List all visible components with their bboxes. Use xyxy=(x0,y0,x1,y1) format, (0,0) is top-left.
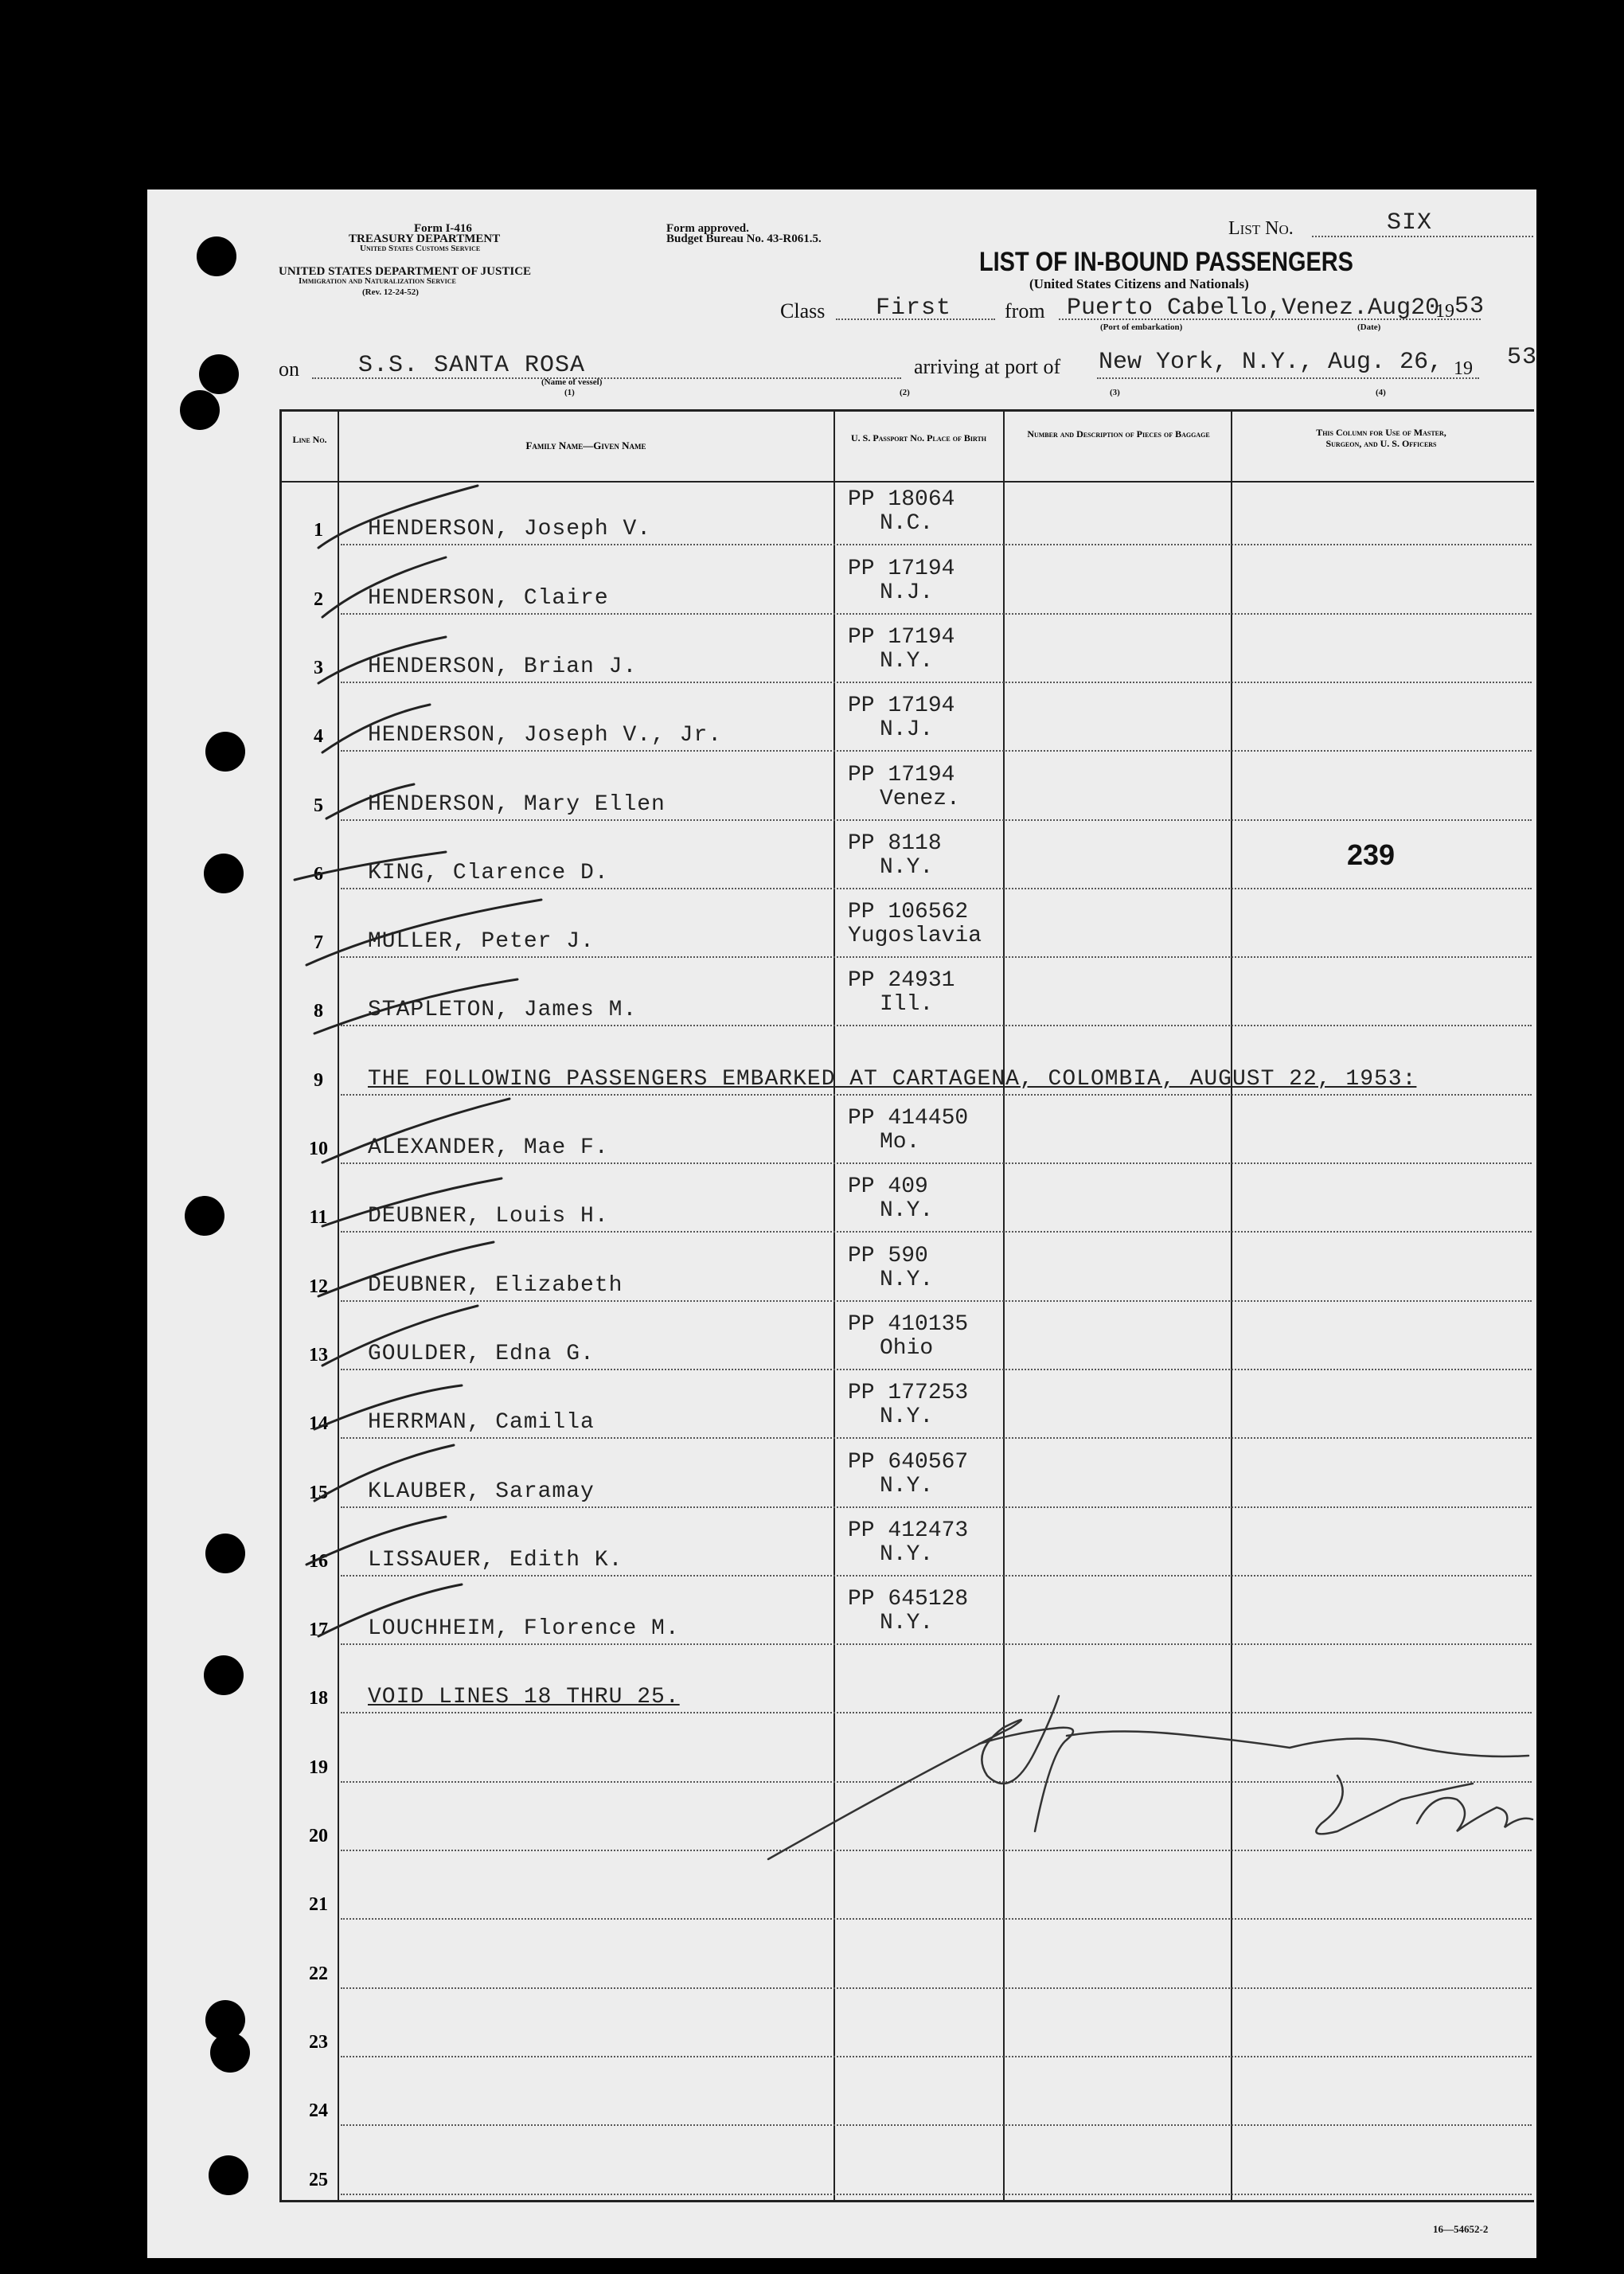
passenger-name: HENDERSON, Mary Ellen xyxy=(368,791,666,817)
place-of-birth: N.J. xyxy=(880,580,934,605)
line-number: 14 xyxy=(309,1413,328,1435)
row-rule xyxy=(341,613,1532,615)
punch-hole xyxy=(205,732,245,772)
line-number: 12 xyxy=(309,1276,328,1297)
line-number: 5 xyxy=(314,795,323,816)
passport-number: PP 409 xyxy=(848,1174,928,1200)
passport-number: PP 24931 xyxy=(848,968,955,994)
arrival-value: New York, N.Y., Aug. 26, xyxy=(1099,349,1443,376)
passport-number: PP 17194 xyxy=(848,556,955,581)
line-number: 19 xyxy=(309,1756,328,1778)
row-rule xyxy=(341,2124,1532,2126)
row-rule xyxy=(341,1231,1532,1233)
row-rule xyxy=(341,1712,1532,1713)
place-of-birth: N.Y. xyxy=(880,1541,934,1567)
line-number: 8 xyxy=(314,1001,323,1022)
row-rule xyxy=(341,819,1532,821)
row-rule xyxy=(341,1369,1532,1370)
on-label: on xyxy=(279,358,299,381)
punch-hole xyxy=(197,236,236,276)
form-number: Form I-416 xyxy=(414,222,472,235)
line-number: 25 xyxy=(309,2169,328,2190)
line-number: 7 xyxy=(314,932,323,954)
row-rule xyxy=(341,1025,1532,1026)
row-rule xyxy=(341,1162,1532,1164)
place-of-birth: N.Y. xyxy=(880,1473,934,1498)
punch-hole xyxy=(204,854,244,893)
doj-title: UNITED STATES DEPARTMENT OF JUSTICE xyxy=(279,265,532,278)
place-of-birth: Venez. xyxy=(880,786,960,811)
line-number: 11 xyxy=(309,1207,328,1229)
row-rule xyxy=(341,1437,1532,1439)
row-rule xyxy=(341,2194,1532,2195)
place-of-birth: Ill. xyxy=(880,992,934,1018)
row-rule xyxy=(341,750,1532,752)
document-subtitle: (United States Citizens and Nationals) xyxy=(1029,276,1249,291)
row-rule xyxy=(341,1850,1532,1851)
passenger-name: GOULDER, Edna G. xyxy=(368,1341,595,1366)
passport-number: PP 17194 xyxy=(848,694,955,719)
arrival-year: 53 xyxy=(1507,344,1538,371)
line-number: 20 xyxy=(309,1826,328,1846)
row-rule xyxy=(341,682,1532,683)
row-rule xyxy=(341,2056,1532,2057)
treasury-dept: TREASURY DEPARTMENT xyxy=(349,232,501,245)
line-number: 3 xyxy=(314,657,323,678)
line-number: 9 xyxy=(314,1069,323,1091)
passenger-name: HENDERSON, Claire xyxy=(368,585,609,611)
passenger-name: LISSAUER, Edith K. xyxy=(368,1547,623,1573)
footer-code: 16—54652-2 xyxy=(1433,2223,1489,2235)
line-number: 24 xyxy=(309,2100,328,2122)
line-number: 4 xyxy=(314,726,323,748)
passenger-name: MULLER, Peter J. xyxy=(368,929,595,955)
row-rule xyxy=(341,1575,1532,1577)
place-of-birth: Mo. xyxy=(880,1130,920,1155)
punch-hole xyxy=(199,354,239,394)
row-rule xyxy=(341,1987,1532,1989)
passenger-name: HENDERSON, Joseph V., Jr. xyxy=(368,723,723,748)
line-number: 23 xyxy=(309,2031,328,2053)
passenger-name: DEUBNER, Elizabeth xyxy=(368,1272,623,1298)
budget-bureau: Budget Bureau No. 43-R061.5. xyxy=(666,232,822,245)
punch-hole xyxy=(180,390,220,430)
port-embarkation-label: (Port of embarkation) xyxy=(1100,322,1183,332)
passport-number: PP 106562 xyxy=(848,900,969,925)
line-number: 22 xyxy=(309,1963,328,1984)
col1-number: (1) xyxy=(564,388,575,397)
passenger-name: HENDERSON, Brian J. xyxy=(368,654,638,679)
row-rule xyxy=(341,1300,1532,1302)
row-rule xyxy=(341,1918,1532,1920)
col3-number: (3) xyxy=(1110,388,1120,397)
passport-number: PP 177253 xyxy=(848,1381,969,1406)
place-of-birth: N.Y. xyxy=(880,854,934,880)
customs-service: United States Customs Service xyxy=(360,244,481,253)
line-number: 10 xyxy=(309,1139,328,1159)
punch-hole xyxy=(210,2033,250,2073)
col4-number: (4) xyxy=(1376,388,1386,397)
row-rule xyxy=(341,1506,1532,1508)
place-of-birth: N.Y. xyxy=(880,1405,934,1430)
place-of-birth: N.Y. xyxy=(880,1267,934,1292)
from-label: from xyxy=(1005,299,1045,322)
date-label: (Date) xyxy=(1357,322,1381,332)
passenger-name: KLAUBER, Saramay xyxy=(368,1479,595,1504)
from-year: 53 xyxy=(1454,293,1485,320)
passport-number: PP 18064 xyxy=(848,487,955,513)
line-number: 13 xyxy=(309,1344,328,1366)
col-header-officers: This Column for Use of Master, Surgeon, and U. S. Officers xyxy=(1316,427,1446,449)
from-year-prefix: 19 xyxy=(1435,301,1454,322)
ins-title: Immigration and Naturalization Service xyxy=(299,276,456,286)
document-page xyxy=(147,190,1536,2258)
line-number: 18 xyxy=(309,1688,328,1709)
row-rule xyxy=(341,544,1532,545)
line-number: 15 xyxy=(309,1482,328,1503)
from-value: Puerto Cabello,Venez.Aug20 xyxy=(1067,295,1440,322)
document-title: LIST OF IN-BOUND PASSENGERS xyxy=(979,247,1353,277)
row-rule xyxy=(341,888,1532,889)
passport-number: PP 645128 xyxy=(848,1587,969,1612)
passenger-name: STAPLETON, James M. xyxy=(368,998,638,1023)
passport-number: PP 410135 xyxy=(848,1311,969,1337)
col-header-name: Family Name—Given Name xyxy=(525,440,646,451)
place-of-birth: Yugoslavia xyxy=(848,924,982,949)
row-rule xyxy=(341,1643,1532,1645)
place-of-birth: N.Y. xyxy=(880,648,934,674)
line-number: 1 xyxy=(314,520,323,541)
vessel-label: (Name of vessel) xyxy=(541,377,603,387)
void-note: VOID LINES 18 THRU 25. xyxy=(368,1685,680,1710)
passenger-name: LOUCHHEIM, Florence M. xyxy=(368,1616,680,1642)
list-no-value: SIX xyxy=(1387,209,1433,236)
passport-number: PP 17194 xyxy=(848,624,955,650)
punch-hole xyxy=(209,2155,248,2195)
line-number: 17 xyxy=(309,1620,328,1641)
punch-hole xyxy=(185,1196,224,1236)
row-rule xyxy=(341,1094,1532,1096)
place-of-birth: N.C. xyxy=(880,511,934,537)
passenger-name: ALEXANDER, Mae F. xyxy=(368,1135,609,1160)
revision: (Rev. 12-24-52) xyxy=(362,287,419,297)
punch-hole xyxy=(204,1655,244,1695)
class-label: Class xyxy=(780,299,826,322)
place-of-birth: Ohio xyxy=(880,1335,934,1361)
form-approved: Form approved. xyxy=(666,222,749,235)
col-header-line: Line No. xyxy=(292,434,327,445)
place-of-birth: N.J. xyxy=(880,717,934,743)
col-header-passport: U. S. Passport No. Place of Birth xyxy=(850,432,986,443)
class-value: First xyxy=(876,295,952,322)
passport-number: PP 590 xyxy=(848,1243,928,1268)
col-header-baggage: Number and Description of Pieces of Baggage xyxy=(1027,428,1210,440)
punch-hole xyxy=(205,1534,245,1573)
passport-number: PP 17194 xyxy=(848,762,955,787)
row-rule xyxy=(341,1781,1532,1783)
line-number: 21 xyxy=(309,1894,328,1916)
passenger-name: HERRMAN, Camilla xyxy=(368,1410,595,1436)
passenger-name: KING, Clarence D. xyxy=(368,860,609,885)
passport-number: PP 640567 xyxy=(848,1449,969,1475)
passenger-name: DEUBNER, Louis H. xyxy=(368,1204,609,1229)
passport-number: PP 414450 xyxy=(848,1106,969,1131)
row-rule xyxy=(341,956,1532,958)
place-of-birth: N.Y. xyxy=(880,1198,934,1224)
arriving-label: arriving at port of xyxy=(914,355,1061,378)
line-number: 6 xyxy=(314,863,323,885)
list-no-label: List No. xyxy=(1228,218,1294,239)
vessel-name: S.S. SANTA ROSA xyxy=(358,352,586,379)
passport-number: PP 412473 xyxy=(848,1518,969,1543)
line-number: 16 xyxy=(309,1550,328,1572)
arrival-year-prefix: 19 xyxy=(1454,358,1473,379)
line-number: 2 xyxy=(314,588,323,610)
officer-note: 239 xyxy=(1347,838,1396,871)
col2-number: (2) xyxy=(900,388,910,397)
passenger-name: HENDERSON, Joseph V. xyxy=(368,517,652,542)
place-of-birth: N.Y. xyxy=(880,1611,934,1636)
passport-number: PP 8118 xyxy=(848,830,942,856)
embark-note: THE FOLLOWING PASSENGERS EMBARKED AT CARTAGENA, COLOMBIA, AUGUST 22, 1953: xyxy=(368,1066,1417,1092)
